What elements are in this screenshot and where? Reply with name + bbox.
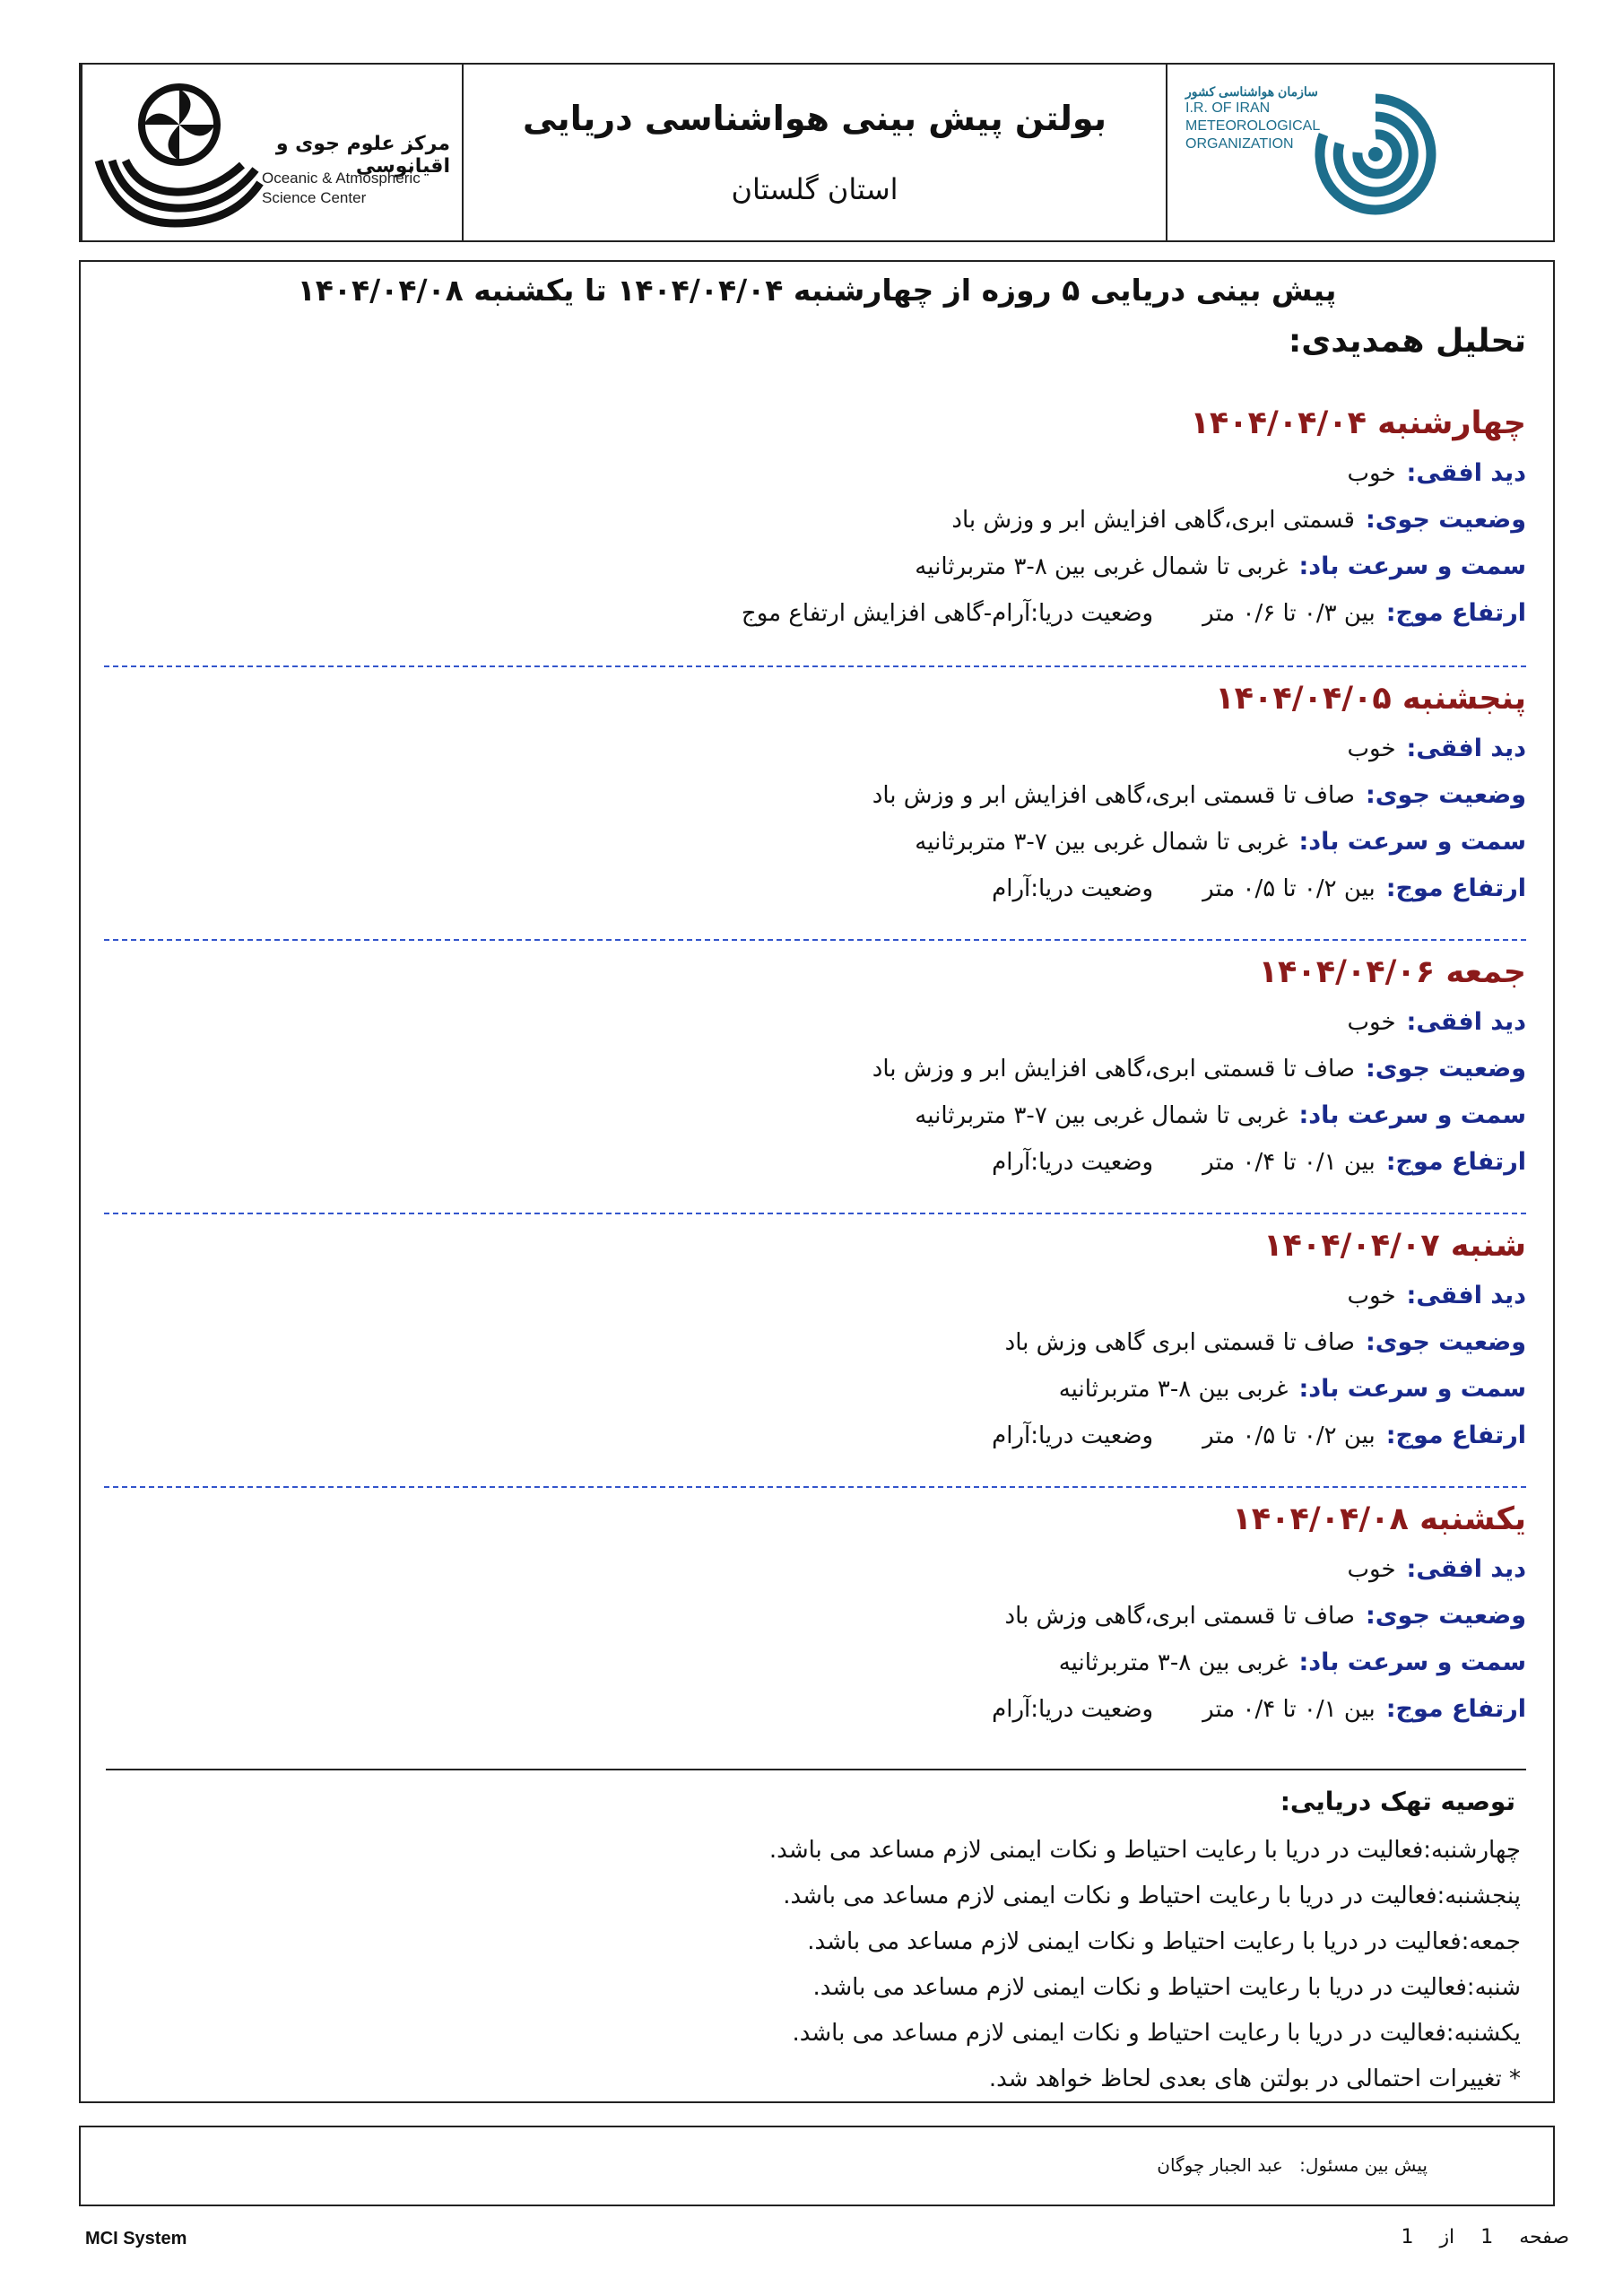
visibility-label: دید افقی: (1406, 459, 1526, 487)
ocean-logo-cell (81, 65, 462, 240)
weather-row (104, 497, 1526, 544)
system-name: MCI System (85, 2229, 187, 2248)
weather-value: صاف تا قسمتی ابری گاهی وزش باد (1004, 1329, 1355, 1356)
wind-row (104, 1639, 1526, 1686)
visibility-label: دید افقی: (1406, 1555, 1526, 1583)
sea-state-value: وضعیت دریا:آرام (992, 875, 1154, 902)
wind-row (104, 1092, 1526, 1139)
forecast-title: پیش بینی دریایی ۵ روزه از چهارشنبه ۱۴۰۴/۰۴/۰۴ تا یکشنبه ۱۴۰۴/۰۴/۰۸ (297, 273, 1337, 308)
wind-value: غربی تا شمال غربی بین ۷-۳ متربرثانیه (915, 829, 1289, 856)
of-word: از (1439, 2226, 1455, 2248)
wave-height-value: بین ۰/۲ تا ۰/۵ متر (1202, 1422, 1376, 1449)
wave-row (104, 1139, 1526, 1186)
irimo-name-en-1: I.R. OF IRAN (1185, 100, 1271, 116)
visibility-value: خوب (1347, 1556, 1396, 1583)
irimo-logo-text (1185, 84, 1329, 153)
irimo-name-fa: سازمان هواشناسی کشور (1185, 84, 1318, 99)
wave-row (104, 590, 1526, 637)
wind-label: سمت و سرعت باد: (1298, 1101, 1526, 1129)
weather-value: صاف تا قسمتی ابری،گاهی وزش باد (1004, 1603, 1355, 1630)
wind-label: سمت و سرعت باد: (1298, 828, 1526, 856)
wind-label: سمت و سرعت باد: (1298, 1375, 1526, 1403)
bulletin-header (79, 63, 1555, 242)
wave-label: ارتفاع موج: (1385, 1148, 1526, 1176)
wave-label: ارتفاع موج: (1385, 599, 1526, 627)
day-heading: شنبه ۱۴۰۴/۰۴/۰۷ (1263, 1228, 1526, 1264)
day-heading: پنجشنبه ۱۴۰۴/۰۴/۰۵ (1215, 681, 1526, 717)
wave-row (104, 865, 1526, 912)
visibility-row (104, 726, 1526, 772)
day-forecast (104, 945, 1526, 1186)
wind-value: غربی بین ۸-۳ متربرثانیه (1058, 1649, 1289, 1676)
wave-height-value: بین ۰/۳ تا ۰/۶ متر (1202, 600, 1376, 627)
weather-label: وضعیت جوی: (1365, 1328, 1526, 1356)
day-heading: جمعه ۱۴۰۴/۰۴/۰۶ (1258, 954, 1526, 990)
page-number: 1 (1480, 2226, 1494, 2248)
day-divider (104, 665, 1526, 667)
weather-row (104, 1319, 1526, 1366)
weather-label: وضعیت جوی: (1365, 506, 1526, 534)
wave-label: ارتفاع موج: (1385, 1422, 1526, 1449)
page-indicator (1401, 2226, 1569, 2248)
wave-height-value: بین ۰/۱ تا ۰/۴ متر (1202, 1149, 1376, 1176)
page-total: 1 (1401, 2226, 1414, 2248)
forecaster-name: عبد الجبار چوگان (1157, 2154, 1283, 2176)
advice-item: یکشنبه:فعالیت در دریا با رعایت احتیاط و نکات ایمنی لازم مساعد می باشد. (792, 2020, 1521, 2047)
bulletin-title: بولتن پیش بینی هواشناسی دریایی (522, 99, 1107, 138)
day-heading: چهارشنبه ۱۴۰۴/۰۴/۰۴ (1190, 405, 1526, 441)
wind-row (104, 544, 1526, 590)
visibility-value: خوب (1347, 1009, 1396, 1036)
synoptic-analysis-label: تحلیل همدیدی: (1288, 323, 1526, 360)
day-divider (104, 939, 1526, 941)
day-forecast (104, 396, 1526, 637)
sea-state-value: وضعیت دریا:آرام-گاهی افزایش ارتفاع موج (741, 600, 1154, 627)
wave-label: ارتفاع موج: (1385, 1695, 1526, 1723)
advice-divider (106, 1769, 1526, 1770)
weather-value: صاف تا قسمتی ابری،گاهی افزایش ابر و وزش باد (872, 782, 1355, 809)
page-word: صفحه (1519, 2226, 1569, 2248)
weather-value: صاف تا قسمتی ابری،گاهی افزایش ابر و وزش باد (872, 1056, 1355, 1083)
advice-note: * تغییرات احتمالی در بولتن های بعدی لحاظ خواهد شد. (988, 2066, 1521, 2092)
visibility-value: خوب (1347, 735, 1396, 762)
ocean-name-en (262, 169, 421, 208)
forecast-body (79, 260, 1555, 2103)
weather-row (104, 1593, 1526, 1639)
ocean-name-en-2: Science Center (262, 189, 367, 206)
advice-item: چهارشنبه:فعالیت در دریا با رعایت احتیاط و نکات ایمنی لازم مساعد می باشد. (768, 1837, 1521, 1864)
wind-value: غربی تا شمال غربی بین ۷-۳ متربرثانیه (915, 1102, 1289, 1129)
header-title-cell (462, 65, 1167, 240)
visibility-row (104, 999, 1526, 1046)
ocean-name-fa: مرکز علوم جوی و اقیانوسی (275, 133, 450, 178)
forecaster-signature (1157, 2154, 1428, 2176)
wave-row (104, 1413, 1526, 1459)
advice-item: شنبه:فعالیت در دریا با رعایت احتیاط و نکات ایمنی لازم مساعد می باشد. (812, 1974, 1521, 2001)
wave-height-value: بین ۰/۱ تا ۰/۴ متر (1202, 1696, 1376, 1723)
irimo-logo-cell (1167, 65, 1553, 240)
province-name: استان گلستان (731, 172, 898, 206)
sea-state-value: وضعیت دریا:آرام (992, 1422, 1154, 1449)
weather-value: قسمتی ابری،گاهی افزایش ابر و وزش باد (951, 507, 1355, 534)
visibility-row (104, 1273, 1526, 1319)
visibility-label: دید افقی: (1406, 1282, 1526, 1309)
weather-row (104, 1046, 1526, 1092)
visibility-value: خوب (1347, 460, 1396, 487)
ocean-atmospheric-logo-icon (90, 75, 265, 232)
signature-box (79, 2126, 1555, 2206)
irimo-name-en-2: METEOROLOGICAL (1185, 118, 1321, 134)
day-divider (104, 1213, 1526, 1214)
sea-state-value: وضعیت دریا:آرام (992, 1696, 1154, 1723)
day-forecast (104, 672, 1526, 912)
visibility-label: دید افقی: (1406, 1008, 1526, 1036)
marine-advice (104, 1776, 1521, 2102)
visibility-label: دید افقی: (1406, 735, 1526, 762)
weather-label: وضعیت جوی: (1365, 1602, 1526, 1630)
wind-value: غربی تا شمال غربی بین ۸-۳ متربرثانیه (915, 553, 1289, 580)
wind-row (104, 1366, 1526, 1413)
wave-row (104, 1686, 1526, 1733)
advice-title: توصیه تهک دریایی: (1280, 1787, 1515, 1816)
weather-row (104, 772, 1526, 819)
forecaster-label: پیش بین مسئول: (1299, 2154, 1428, 2176)
visibility-row (104, 450, 1526, 497)
wind-row (104, 819, 1526, 865)
advice-item: پنجشنبه:فعالیت در دریا با رعایت احتیاط و نکات ایمنی لازم مساعد می باشد. (783, 1883, 1521, 1909)
sea-state-value: وضعیت دریا:آرام (992, 1149, 1154, 1176)
weather-label: وضعیت جوی: (1365, 1055, 1526, 1083)
wind-label: سمت و سرعت باد: (1298, 1648, 1526, 1676)
wind-label: سمت و سرعت باد: (1298, 552, 1526, 580)
visibility-value: خوب (1347, 1283, 1396, 1309)
day-forecast (104, 1219, 1526, 1459)
irimo-name-en-3: ORGANIZATION (1185, 136, 1294, 152)
wave-label: ارتفاع موج: (1385, 874, 1526, 902)
visibility-row (104, 1546, 1526, 1593)
day-forecast (104, 1492, 1526, 1733)
wave-height-value: بین ۰/۲ تا ۰/۵ متر (1202, 875, 1376, 902)
day-heading: یکشنبه ۱۴۰۴/۰۴/۰۸ (1232, 1501, 1526, 1537)
advice-item: جمعه:فعالیت در دریا با رعایت احتیاط و نکات ایمنی لازم مساعد می باشد. (807, 1928, 1521, 1955)
wind-value: غربی بین ۸-۳ متربرثانیه (1058, 1376, 1289, 1403)
ocean-name-en-1: Oceanic & Atmospheric (262, 170, 421, 187)
day-divider (104, 1486, 1526, 1488)
weather-label: وضعیت جوی: (1365, 781, 1526, 809)
